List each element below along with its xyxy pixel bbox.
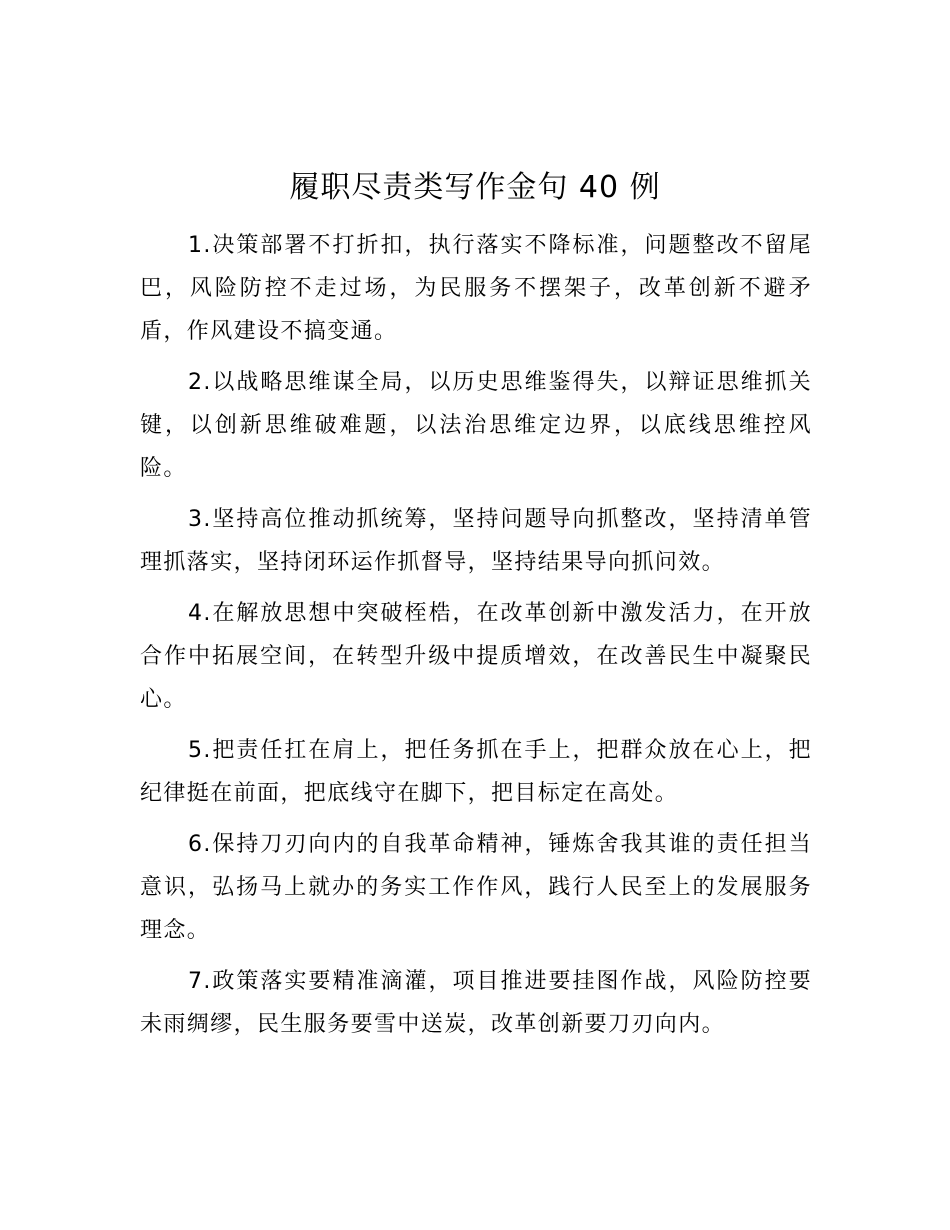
- paragraph-2: 2.以战略思维谋全局，以历史思维鉴得失，以辩证思维抓关键，以创新思维破难题，以法治思维定边界，以底线思维控风险。: [140, 370, 812, 481]
- paragraph-4: 4.在解放思想中突破桎梏，在改革创新中激发活力，在开放合作中拓展空间，在转型升级中提质增效，在改善民生中凝聚民心。: [140, 601, 812, 712]
- document-title: 履职尽责类写作金句 40 例: [289, 170, 661, 205]
- paragraph-5: 5.把责任扛在肩上，把任务抓在手上，把群众放在心上，把纪律挺在前面，把底线守在脚下，把目标定在高处。: [140, 738, 812, 806]
- paragraph-3: 3.坚持高位推动抓统筹，坚持问题导向抓整改，坚持清单管理抓落实，坚持闭环运作抓督导，坚持结果导向抓问效。: [140, 507, 812, 575]
- paragraph-7: 7.政策落实要精准滴灌，项目推进要挂图作战，风险防控要未雨绸缪，民生服务要雪中送炭，改革创新要刀刃向内。: [140, 969, 812, 1037]
- paragraph-6: 6.保持刀刃向内的自我革命精神，锤炼舍我其谁的责任担当意识，弘扬马上就办的务实工作作风，践行人民至上的发展服务理念。: [140, 832, 812, 943]
- paragraph-1: 1.决策部署不打折扣，执行落实不降标准，问题整改不留尾巴，风险防控不走过场，为民服务不摆架子，改革创新不避矛盾，作风建设不搞变通。: [140, 233, 812, 344]
- document-body: [140, 224, 812, 1054]
